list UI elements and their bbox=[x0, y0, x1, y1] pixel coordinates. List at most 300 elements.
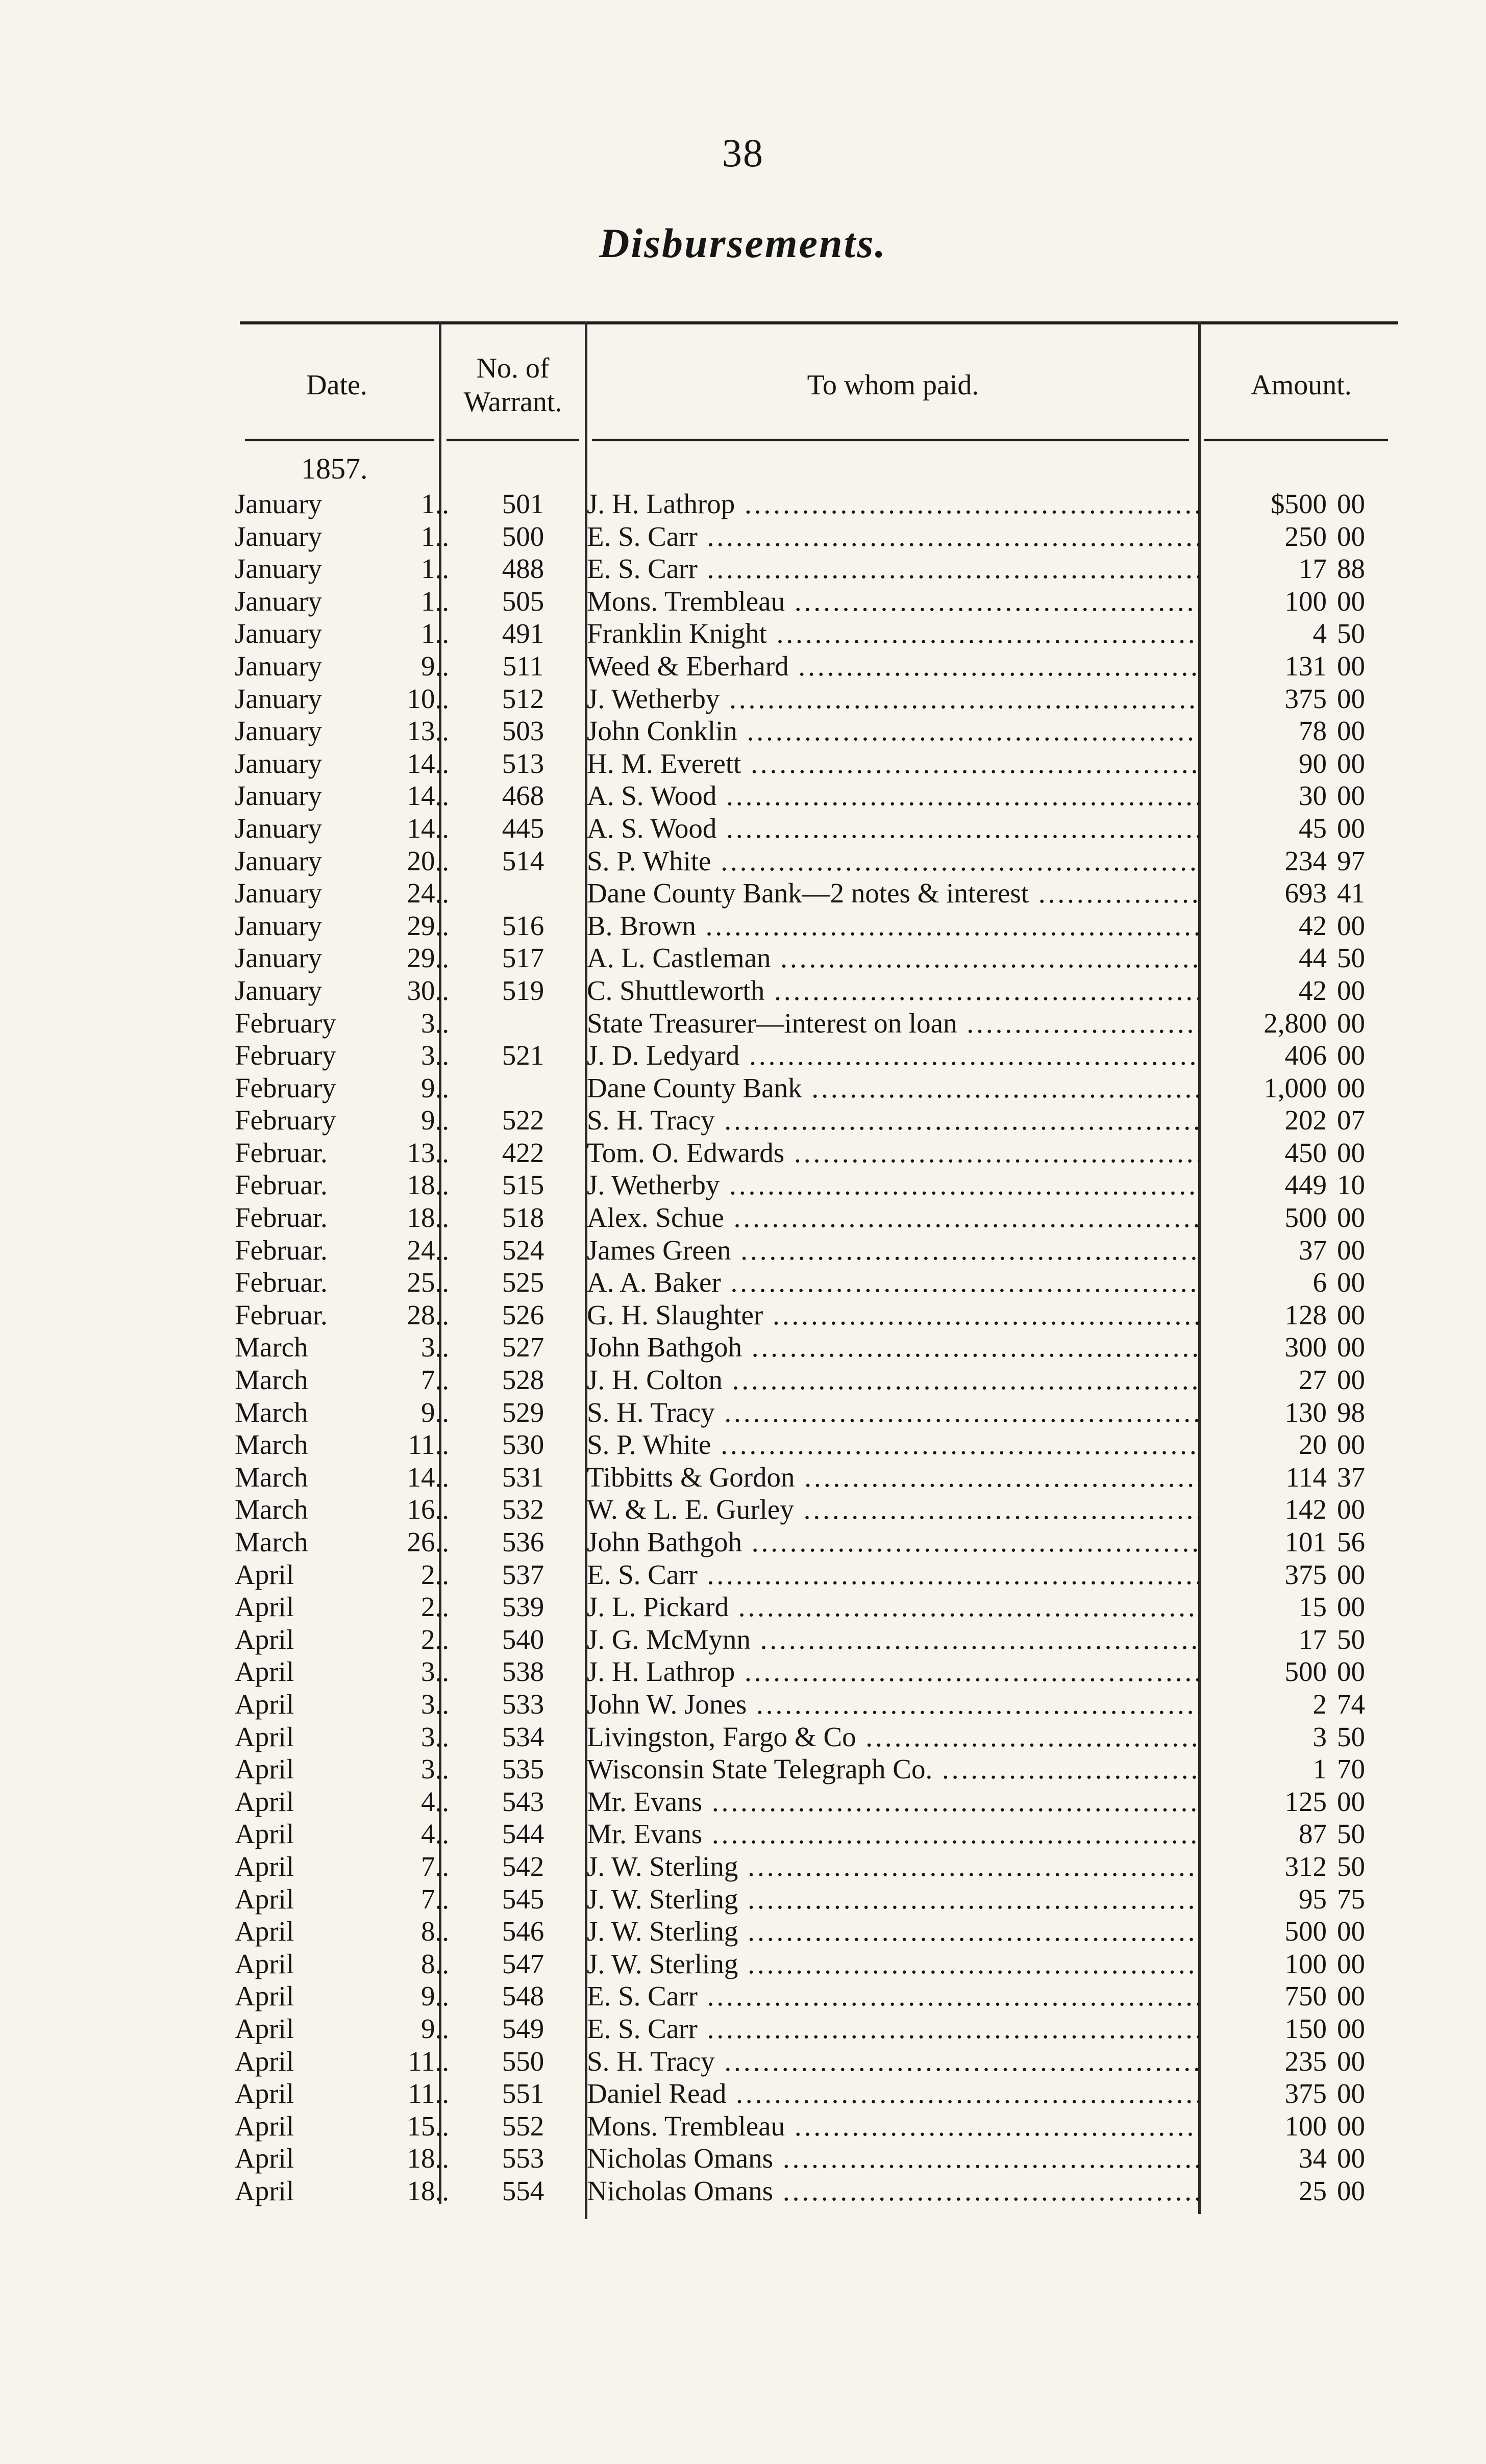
date-month: April bbox=[235, 1656, 294, 1688]
page-number: 38 bbox=[722, 131, 764, 175]
table-row bbox=[235, 650, 1398, 683]
date-day: 11.. bbox=[408, 1429, 449, 1461]
date-month: April bbox=[235, 2175, 294, 2206]
warrant-number: 530 bbox=[502, 1429, 544, 1461]
date-day: 18.. bbox=[407, 1169, 449, 1201]
amount-cents: 00 bbox=[1337, 650, 1365, 682]
table-row bbox=[235, 747, 1398, 780]
table-row bbox=[235, 877, 1398, 910]
warrant-number: 511 bbox=[502, 650, 544, 682]
payee-name: Mr. Evans ..... bbox=[587, 1818, 1199, 1850]
date-day: 8.. bbox=[421, 1948, 449, 1979]
payee-name: Nicholas Omans ..... bbox=[587, 2142, 1199, 2175]
date-month: Februar. bbox=[235, 1267, 328, 1298]
amount-dollars: 3 bbox=[1312, 1721, 1327, 1752]
date-month: March bbox=[235, 1331, 308, 1363]
date-day: 3.. bbox=[421, 1007, 449, 1039]
amount-dollars: 100 bbox=[1284, 1948, 1327, 1979]
date-month: January bbox=[235, 618, 323, 649]
date-day: 11.. bbox=[408, 2078, 449, 2109]
date-month: January bbox=[235, 715, 323, 747]
amount-cents: 50 bbox=[1337, 1818, 1365, 1850]
date-month: January bbox=[235, 488, 323, 519]
warrant-number: 552 bbox=[502, 2110, 544, 2142]
amount-dollars: 25 bbox=[1299, 2175, 1327, 2206]
amount-cents: 50 bbox=[1337, 1623, 1365, 1655]
table-row bbox=[235, 1234, 1398, 1267]
payee-name: E. S. Carr ..... bbox=[587, 552, 1199, 585]
payee-name: J. Wetherby ..... bbox=[587, 683, 1199, 715]
payee-name: Mons. Trembleau ..... bbox=[587, 585, 1199, 618]
date-day: 13.. bbox=[407, 715, 449, 747]
amount-cents: 88 bbox=[1337, 553, 1365, 585]
warrant-number: 533 bbox=[502, 1688, 544, 1720]
table-row bbox=[235, 617, 1398, 650]
warrant-number: 516 bbox=[502, 910, 544, 941]
date-day: 14.. bbox=[407, 812, 449, 844]
payee-name: Livingston, Fargo & Co ..... bbox=[587, 1721, 1199, 1753]
amount-dollars: 128 bbox=[1284, 1299, 1327, 1330]
header-rule bbox=[592, 439, 1189, 441]
amount-cents: 00 bbox=[1337, 715, 1365, 747]
warrant-number: 422 bbox=[502, 1137, 544, 1168]
warrant-number: 554 bbox=[502, 2175, 544, 2206]
date-month: April bbox=[235, 2078, 294, 2109]
amount-cents: 00 bbox=[1337, 1980, 1365, 2012]
amount-cents: 00 bbox=[1337, 1072, 1365, 1103]
payee-name: Tibbitts & Gordon ..... bbox=[587, 1461, 1199, 1494]
warrant-number: 488 bbox=[502, 553, 544, 585]
table-row bbox=[235, 683, 1398, 715]
amount-cents: 00 bbox=[1337, 1591, 1365, 1623]
warrant-number: 468 bbox=[502, 780, 544, 812]
date-day: 2.. bbox=[421, 1591, 449, 1623]
table-row bbox=[235, 910, 1398, 942]
amount-cents: 07 bbox=[1337, 1104, 1365, 1136]
table-row bbox=[235, 974, 1398, 1007]
table-row bbox=[235, 1915, 1398, 1948]
table-row bbox=[235, 1266, 1398, 1299]
warrant-number: 525 bbox=[502, 1267, 544, 1298]
date-month: January bbox=[235, 910, 323, 941]
amount-dollars: 17 bbox=[1299, 553, 1327, 585]
payee-name: Mons. Trembleau ..... bbox=[587, 2110, 1199, 2143]
table-row bbox=[235, 488, 1398, 520]
amount-cents: 98 bbox=[1337, 1396, 1365, 1428]
date-month: April bbox=[235, 1623, 294, 1655]
date-month: April bbox=[235, 1558, 294, 1590]
amount-cents: 00 bbox=[1337, 974, 1365, 1006]
warrant-number: 521 bbox=[502, 1040, 544, 1071]
amount-cents: 00 bbox=[1337, 2078, 1365, 2109]
date-day: 24.. bbox=[407, 877, 449, 909]
payee-name: John W. Jones ..... bbox=[587, 1688, 1199, 1721]
table-row bbox=[235, 1948, 1398, 1980]
amount-cents: 00 bbox=[1337, 1364, 1365, 1396]
amount-cents: 00 bbox=[1337, 2175, 1365, 2206]
amount-dollars: 100 bbox=[1284, 585, 1327, 617]
payee-name: J. H. Colton ..... bbox=[587, 1364, 1199, 1396]
table-row bbox=[235, 2045, 1398, 2078]
warrant-number: 531 bbox=[502, 1461, 544, 1493]
payee-name: J. H. Lathrop ..... bbox=[587, 488, 1199, 520]
date-day: 28.. bbox=[407, 1299, 449, 1330]
warrant-number: 512 bbox=[502, 683, 544, 714]
date-month: February bbox=[235, 1007, 336, 1039]
payee-name: J. H. Lathrop ..... bbox=[587, 1655, 1199, 1688]
date-day: 25.. bbox=[407, 1267, 449, 1298]
disbursements-table bbox=[235, 321, 1398, 2229]
table-row bbox=[235, 1623, 1398, 1656]
amount-dollars: 150 bbox=[1284, 2013, 1327, 2044]
date-month: February bbox=[235, 1040, 336, 1071]
amount-dollars: 312 bbox=[1284, 1850, 1327, 1882]
warrant-number: 553 bbox=[502, 2143, 544, 2174]
date-day: 30.. bbox=[407, 974, 449, 1006]
table-row bbox=[235, 1818, 1398, 1850]
amount-dollars: 17 bbox=[1299, 1623, 1327, 1655]
warrant-number: 537 bbox=[502, 1558, 544, 1590]
date-day: 18.. bbox=[407, 1202, 449, 1234]
amount-cents: 70 bbox=[1337, 1753, 1365, 1785]
payee-name: S. P. White ..... bbox=[587, 845, 1199, 877]
warrant-number: 547 bbox=[502, 1948, 544, 1979]
warrant-number: 539 bbox=[502, 1591, 544, 1623]
warrant-number: 534 bbox=[502, 1721, 544, 1752]
date-month: April bbox=[235, 2013, 294, 2044]
amount-cents: 00 bbox=[1337, 2013, 1365, 2044]
table-row bbox=[235, 1753, 1398, 1786]
amount-cents: 50 bbox=[1337, 1721, 1365, 1752]
amount-dollars: 90 bbox=[1299, 747, 1327, 779]
date-month: March bbox=[235, 1526, 308, 1557]
date-day: 3.. bbox=[421, 1656, 449, 1688]
table-row bbox=[235, 1850, 1398, 1883]
amount-cents: 00 bbox=[1337, 1786, 1365, 1817]
date-day: 14.. bbox=[407, 1461, 449, 1493]
date-month: April bbox=[235, 2110, 294, 2142]
date-day: 9.. bbox=[421, 1980, 449, 2012]
amount-dollars: 4 bbox=[1312, 618, 1327, 649]
date-day: 8.. bbox=[421, 1916, 449, 1947]
payee-name: C. Shuttleworth ..... bbox=[587, 974, 1199, 1007]
amount-cents: 00 bbox=[1337, 1558, 1365, 1590]
date-month: March bbox=[235, 1461, 308, 1493]
amount-dollars: 1 bbox=[1312, 1753, 1327, 1785]
table-row bbox=[235, 2175, 1398, 2207]
payee-name: A. L. Castleman ..... bbox=[587, 942, 1199, 974]
date-month: January bbox=[235, 812, 323, 844]
amount-dollars: 406 bbox=[1284, 1040, 1327, 1071]
warrant-number: 540 bbox=[502, 1623, 544, 1655]
amount-dollars: $500 bbox=[1271, 488, 1327, 519]
amount-dollars: 37 bbox=[1299, 1234, 1327, 1266]
table-row bbox=[235, 2077, 1398, 2110]
date-month: March bbox=[235, 1494, 308, 1525]
payee-name: G. H. Slaughter ..... bbox=[587, 1299, 1199, 1331]
date-month: Februar. bbox=[235, 1202, 328, 1234]
amount-dollars: 2,800 bbox=[1264, 1007, 1327, 1039]
amount-dollars: 2 bbox=[1312, 1688, 1327, 1720]
table-row bbox=[235, 1980, 1398, 2013]
amount-dollars: 95 bbox=[1299, 1883, 1327, 1915]
amount-dollars: 20 bbox=[1299, 1429, 1327, 1461]
payee-name: E. S. Carr ..... bbox=[587, 1980, 1199, 2013]
amount-cents: 00 bbox=[1337, 1656, 1365, 1688]
payee-name: W. & L. E. Gurley ..... bbox=[587, 1493, 1199, 1526]
payee-name: S. H. Tracy ..... bbox=[587, 1104, 1199, 1137]
date-month: January bbox=[235, 845, 323, 876]
amount-cents: 00 bbox=[1337, 1299, 1365, 1330]
table-row bbox=[235, 2110, 1398, 2143]
table-row bbox=[235, 1688, 1398, 1721]
payee-name: E. S. Carr ..... bbox=[587, 520, 1199, 553]
date-month: April bbox=[235, 1818, 294, 1850]
payee-name: J. W. Sterling ..... bbox=[587, 1915, 1199, 1948]
amount-cents: 00 bbox=[1337, 780, 1365, 812]
table-row bbox=[235, 1786, 1398, 1818]
amount-dollars: 450 bbox=[1284, 1137, 1327, 1168]
date-month: April bbox=[235, 1753, 294, 1785]
date-day: 1.. bbox=[421, 585, 449, 617]
amount-cents: 00 bbox=[1337, 683, 1365, 714]
header-amount: Amount. bbox=[1251, 369, 1352, 401]
amount-dollars: 300 bbox=[1284, 1331, 1327, 1363]
warrant-number: 550 bbox=[502, 2045, 544, 2077]
payee-name: Wisconsin State Telegraph Co. ..... bbox=[587, 1753, 1199, 1786]
date-month: February bbox=[235, 1104, 336, 1136]
table-row bbox=[235, 1331, 1398, 1364]
amount-dollars: 87 bbox=[1299, 1818, 1327, 1850]
warrant-number: 528 bbox=[502, 1364, 544, 1396]
warrant-number: 519 bbox=[502, 974, 544, 1006]
date-day: 3.. bbox=[421, 1040, 449, 1071]
payee-name: S. H. Tracy ..... bbox=[587, 1396, 1199, 1429]
date-month: April bbox=[235, 1916, 294, 1947]
date-month: Februar. bbox=[235, 1234, 328, 1266]
date-month: January bbox=[235, 650, 323, 682]
table-row bbox=[235, 1428, 1398, 1461]
date-month: January bbox=[235, 974, 323, 1006]
date-day: 9.. bbox=[421, 1104, 449, 1136]
date-day: 9.. bbox=[421, 1072, 449, 1103]
date-day: 3.. bbox=[421, 1688, 449, 1720]
amount-cents: 37 bbox=[1337, 1461, 1365, 1493]
amount-dollars: 500 bbox=[1284, 1656, 1327, 1688]
date-month: February bbox=[235, 1072, 336, 1103]
warrant-number: 501 bbox=[502, 488, 544, 519]
amount-cents: 00 bbox=[1337, 812, 1365, 844]
payee-name: Alex. Schue ..... bbox=[587, 1201, 1199, 1234]
date-day: 20.. bbox=[407, 845, 449, 876]
warrant-number: 542 bbox=[502, 1850, 544, 1882]
table-row bbox=[235, 1007, 1398, 1040]
warrant-number: 546 bbox=[502, 1916, 544, 1947]
date-day: 14.. bbox=[407, 780, 449, 812]
date-day: 9.. bbox=[421, 650, 449, 682]
date-day: 9.. bbox=[421, 1396, 449, 1428]
amount-cents: 41 bbox=[1337, 877, 1365, 909]
amount-cents: 00 bbox=[1337, 1331, 1365, 1363]
amount-cents: 50 bbox=[1337, 942, 1365, 974]
warrant-number: 515 bbox=[502, 1169, 544, 1201]
amount-dollars: 693 bbox=[1284, 877, 1327, 909]
header-rule bbox=[1204, 439, 1388, 441]
table-row bbox=[235, 1655, 1398, 1688]
table-row bbox=[235, 585, 1398, 618]
payee-name: Dane County Bank ..... bbox=[587, 1072, 1199, 1104]
payee-name: Dane County Bank—2 notes & interest ..... bbox=[587, 877, 1199, 910]
amount-cents: 00 bbox=[1337, 910, 1365, 941]
date-day: 29.. bbox=[407, 942, 449, 974]
table-row bbox=[235, 1072, 1398, 1104]
warrant-number: 522 bbox=[502, 1104, 544, 1136]
amount-cents: 97 bbox=[1337, 845, 1365, 876]
date-month: March bbox=[235, 1364, 308, 1396]
table-row bbox=[235, 2013, 1398, 2045]
warrant-number: 445 bbox=[502, 812, 544, 844]
header-rule bbox=[245, 439, 434, 441]
date-day: 2.. bbox=[421, 1558, 449, 1590]
header-warrant: No. of Warrant. bbox=[463, 353, 562, 418]
payee-name: Franklin Knight ..... bbox=[587, 617, 1199, 650]
amount-cents: 00 bbox=[1337, 1137, 1365, 1168]
payee-name: J. W. Sterling ..... bbox=[587, 1948, 1199, 1980]
amount-cents: 00 bbox=[1337, 1040, 1365, 1071]
date-month: April bbox=[235, 1591, 294, 1623]
table-row bbox=[235, 715, 1398, 747]
warrant-number: 517 bbox=[502, 942, 544, 974]
payee-name: E. S. Carr ..... bbox=[587, 2013, 1199, 2045]
date-month: April bbox=[235, 1948, 294, 1979]
date-month: January bbox=[235, 553, 323, 585]
amount-dollars: 131 bbox=[1284, 650, 1327, 682]
payee-name: State Treasurer—interest on loan ..... bbox=[587, 1007, 1199, 1040]
date-day: 7.. bbox=[421, 1364, 449, 1396]
amount-dollars: 114 bbox=[1285, 1461, 1327, 1493]
table-row bbox=[235, 1526, 1398, 1558]
table-row bbox=[235, 845, 1398, 877]
amount-cents: 00 bbox=[1337, 488, 1365, 519]
date-day: 4.. bbox=[421, 1818, 449, 1850]
date-day: 9.. bbox=[421, 2013, 449, 2044]
table-row bbox=[235, 2142, 1398, 2175]
amount-cents: 00 bbox=[1337, 2143, 1365, 2174]
date-day: 11.. bbox=[408, 2045, 449, 2077]
date-day: 3.. bbox=[421, 1721, 449, 1752]
date-month: January bbox=[235, 520, 323, 552]
date-month: April bbox=[235, 1883, 294, 1915]
amount-cents: 00 bbox=[1337, 1234, 1365, 1266]
date-month: Februar. bbox=[235, 1169, 328, 1201]
payee-name: Weed & Eberhard ..... bbox=[587, 650, 1199, 683]
warrant-number: 544 bbox=[502, 1818, 544, 1850]
warrant-number: 513 bbox=[502, 747, 544, 779]
amount-cents: 74 bbox=[1337, 1688, 1365, 1720]
date-day: 1.. bbox=[421, 520, 449, 552]
amount-cents: 00 bbox=[1337, 585, 1365, 617]
date-day: 3.. bbox=[421, 1331, 449, 1363]
warrant-number: 536 bbox=[502, 1526, 544, 1557]
payee-name: B. Brown ..... bbox=[587, 910, 1199, 942]
payee-name: J. G. McMynn ..... bbox=[587, 1623, 1199, 1656]
payee-name: H. M. Everett ..... bbox=[587, 747, 1199, 780]
date-month: January bbox=[235, 942, 323, 974]
warrant-number: 529 bbox=[502, 1396, 544, 1428]
table-row bbox=[235, 780, 1398, 812]
table-row bbox=[235, 1169, 1398, 1201]
table-row bbox=[235, 552, 1398, 585]
header-payee: To whom paid. bbox=[807, 369, 979, 401]
date-month: April bbox=[235, 2143, 294, 2174]
warrant-number: 551 bbox=[502, 2078, 544, 2109]
date-day: 15.. bbox=[407, 2110, 449, 2142]
date-day: 16.. bbox=[407, 1494, 449, 1525]
amount-cents: 50 bbox=[1337, 1850, 1365, 1882]
warrant-number: 491 bbox=[502, 618, 544, 649]
warrant-number: 526 bbox=[502, 1299, 544, 1330]
amount-cents: 56 bbox=[1337, 1526, 1365, 1557]
table-row bbox=[235, 1039, 1398, 1072]
amount-cents: 00 bbox=[1337, 2045, 1365, 2077]
date-day: 10.. bbox=[407, 683, 449, 714]
payee-name: J. W. Sterling ..... bbox=[587, 1850, 1199, 1883]
payee-name: Nicholas Omans ..... bbox=[587, 2175, 1199, 2207]
date-day: 7.. bbox=[421, 1883, 449, 1915]
date-month: January bbox=[235, 683, 323, 714]
table-row bbox=[235, 1591, 1398, 1623]
amount-cents: 00 bbox=[1337, 1494, 1365, 1525]
date-month: January bbox=[235, 585, 323, 617]
warrant-number: 538 bbox=[502, 1656, 544, 1688]
amount-dollars: 15 bbox=[1299, 1591, 1327, 1623]
date-month: January bbox=[235, 747, 323, 779]
payee-name: Tom. O. Edwards ..... bbox=[587, 1137, 1199, 1169]
date-month: April bbox=[235, 1980, 294, 2012]
date-day: 26.. bbox=[407, 1526, 449, 1557]
table-row bbox=[235, 1883, 1398, 1916]
amount-dollars: 1,000 bbox=[1264, 1072, 1327, 1103]
warrant-number: 527 bbox=[502, 1331, 544, 1363]
date-day: 14.. bbox=[407, 747, 449, 779]
amount-cents: 00 bbox=[1337, 1429, 1365, 1461]
warrant-number: 549 bbox=[502, 2013, 544, 2044]
amount-dollars: 234 bbox=[1284, 845, 1327, 876]
payee-name: John Conklin ..... bbox=[587, 715, 1199, 747]
date-month: March bbox=[235, 1396, 308, 1428]
table-row bbox=[235, 1493, 1398, 1526]
warrant-number: 503 bbox=[502, 715, 544, 747]
amount-dollars: 34 bbox=[1299, 2143, 1327, 2174]
payee-name: A. S. Wood ..... bbox=[587, 812, 1199, 845]
amount-dollars: 30 bbox=[1299, 780, 1327, 812]
date-day: 1.. bbox=[421, 553, 449, 585]
date-month: April bbox=[235, 1688, 294, 1720]
date-day: 18.. bbox=[407, 2175, 449, 2206]
date-day: 2.. bbox=[421, 1623, 449, 1655]
table-top-rule bbox=[240, 321, 1398, 324]
date-month: January bbox=[235, 877, 323, 909]
amount-dollars: 750 bbox=[1284, 1980, 1327, 2012]
amount-cents: 00 bbox=[1337, 1267, 1365, 1298]
amount-cents: 00 bbox=[1337, 747, 1365, 779]
table-row bbox=[235, 1201, 1398, 1234]
amount-dollars: 42 bbox=[1299, 974, 1327, 1006]
amount-dollars: 449 bbox=[1284, 1169, 1327, 1201]
table-row bbox=[235, 1396, 1398, 1429]
warrant-number: 505 bbox=[502, 585, 544, 617]
amount-dollars: 6 bbox=[1312, 1267, 1327, 1298]
